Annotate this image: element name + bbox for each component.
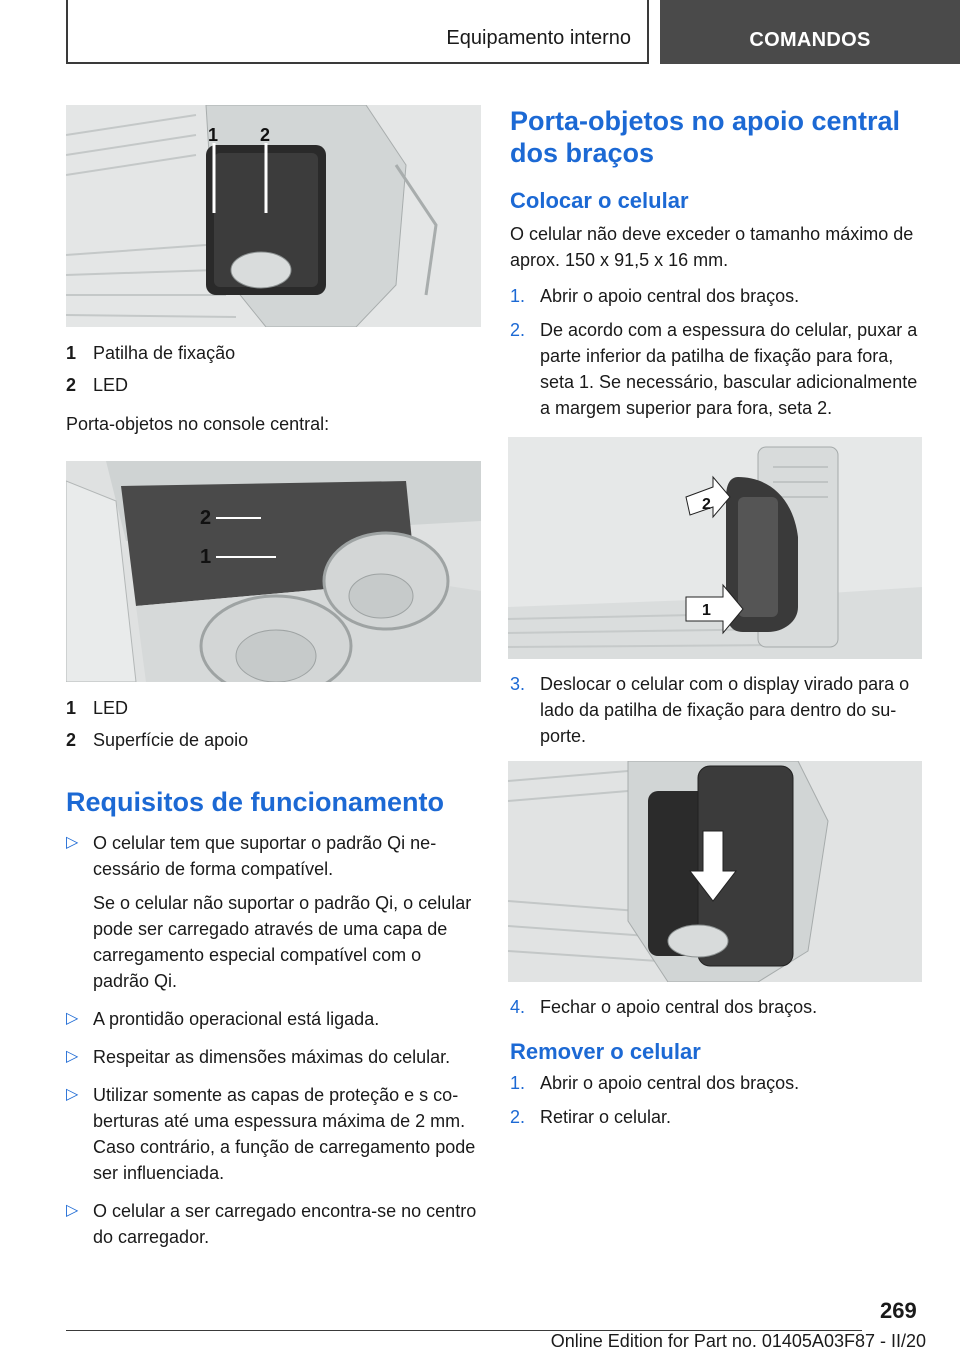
insert-intro: O celular não deve exceder o tamanho máximo de aprox. 150 x 91,5 x 16 mm. [510, 224, 914, 270]
step-text: Abrir o apoio central dos braços. [540, 1073, 800, 1093]
figure-armrest-clip [66, 105, 481, 327]
figure-legend-2 [66, 692, 481, 756]
requirement-text: Respeitar as dimensões máximas do celular. [93, 1047, 451, 1067]
armrest-heading: Porta-objetos no apoio central dos braços [510, 106, 901, 168]
triangle-bullet-icon: ▷ [66, 1048, 79, 1065]
step-text: Abrir o apoio central dos braços. [540, 286, 800, 306]
step-item [510, 317, 924, 421]
step-item [510, 671, 924, 749]
insert-steps-c [510, 994, 924, 1020]
edition-footer: Online Edition for Part no. 01405A03F87 - II/20 [550, 1331, 926, 1351]
section-title: Equipamento interno [446, 27, 631, 49]
requirement-text: O celular a ser carregado encontra-se no centro do carregador. [93, 1201, 477, 1247]
fig1-callout-2: 2 [260, 125, 271, 145]
requirement-note: Se o celular não suportar o padrão Qi, o celular pode ser carregado através de uma capa de carregamento especial compatível com o padrão Qi. [93, 893, 472, 991]
triangle-bullet-icon: ▷ [66, 1202, 79, 1219]
step-text: Fechar o apoio central dos braços. [540, 997, 818, 1017]
step-item [510, 1104, 924, 1130]
step-number: 2. [510, 1107, 526, 1127]
legend-item [66, 692, 481, 724]
step-number: 4. [510, 997, 526, 1017]
requirement-item [66, 1044, 481, 1070]
step-number: 1. [510, 286, 526, 306]
requirement-item [66, 1082, 481, 1186]
legend-item [66, 369, 481, 401]
requirements-list [66, 830, 481, 1250]
triangle-bullet-icon: ▷ [66, 1010, 79, 1027]
figure-legend-1 [66, 337, 481, 401]
legend-num: 1 [66, 343, 77, 363]
requirement-item [66, 1198, 481, 1250]
step-number: 3. [510, 674, 526, 694]
fig3-callout-2: 2 [702, 496, 711, 513]
legend-item [66, 337, 481, 369]
insert-heading: Colocar o celular [510, 188, 689, 213]
requirement-text: O celular tem que suportar o padrão Qi necessário de forma compatível. [93, 833, 437, 879]
legend-num: 2 [66, 375, 77, 395]
requirement-text: Utilizar somente as capas de proteção e s coberturas até uma espessura máxima de 2 mm. Caso contrário, a função de carregamento pode ser influenciada. [93, 1085, 476, 1183]
legend-item [66, 724, 481, 756]
fig2-callout-1: 1 [200, 546, 212, 568]
requirements-heading: Requisitos de funcionamento [66, 787, 445, 817]
fig3-callout-1: 1 [702, 602, 711, 619]
fig2-callout-2: 2 [200, 507, 212, 529]
remove-heading: Remover o celular [510, 1039, 701, 1064]
step-number: 1. [510, 1073, 526, 1093]
step-item [510, 994, 924, 1020]
remove-steps [510, 1070, 924, 1130]
figure-phone-insert [508, 761, 922, 982]
step-text: Retirar o celular. [540, 1107, 672, 1127]
figure-clip-arrows [508, 437, 922, 659]
left-column [66, 105, 481, 1262]
figure-console-charger [66, 461, 481, 682]
step-text: Deslocar o celular com o display virado para o lado da patilha de fixação para dentro do suporte. [540, 674, 910, 746]
legend-text: LED [93, 375, 129, 395]
triangle-bullet-icon: ▷ [66, 1086, 79, 1103]
step-number: 2. [510, 320, 526, 340]
insert-steps-a [510, 283, 924, 421]
console-caption: Porta-objetos no console central: [66, 414, 330, 434]
insert-steps-b [510, 671, 924, 749]
legend-text: LED [93, 698, 129, 718]
legend-num: 2 [66, 730, 77, 750]
chapter-title: COMANDOS [749, 29, 871, 51]
fig1-callout-1: 1 [208, 125, 219, 145]
section-header [66, 0, 649, 64]
right-column [510, 105, 924, 1138]
requirement-item [66, 1006, 481, 1032]
legend-num: 1 [66, 698, 77, 718]
chapter-header [660, 0, 960, 64]
legend-text: Superfície de apoio [93, 730, 249, 750]
requirement-item [66, 830, 481, 994]
requirement-text: A prontidão operacional está ligada. [93, 1009, 380, 1029]
step-item [510, 283, 924, 309]
triangle-bullet-icon: ▷ [66, 834, 79, 851]
page-number: 269 [880, 1298, 917, 1323]
legend-text: Patilha de fixação [93, 343, 236, 363]
step-item [510, 1070, 924, 1096]
step-text: De acordo com a espessura do celular, puxar a parte inferior da patilha de fixação para fora, seta 1. Se necessário, bascular adicionalmente a margem superior para fora, seta 2. [540, 320, 918, 418]
